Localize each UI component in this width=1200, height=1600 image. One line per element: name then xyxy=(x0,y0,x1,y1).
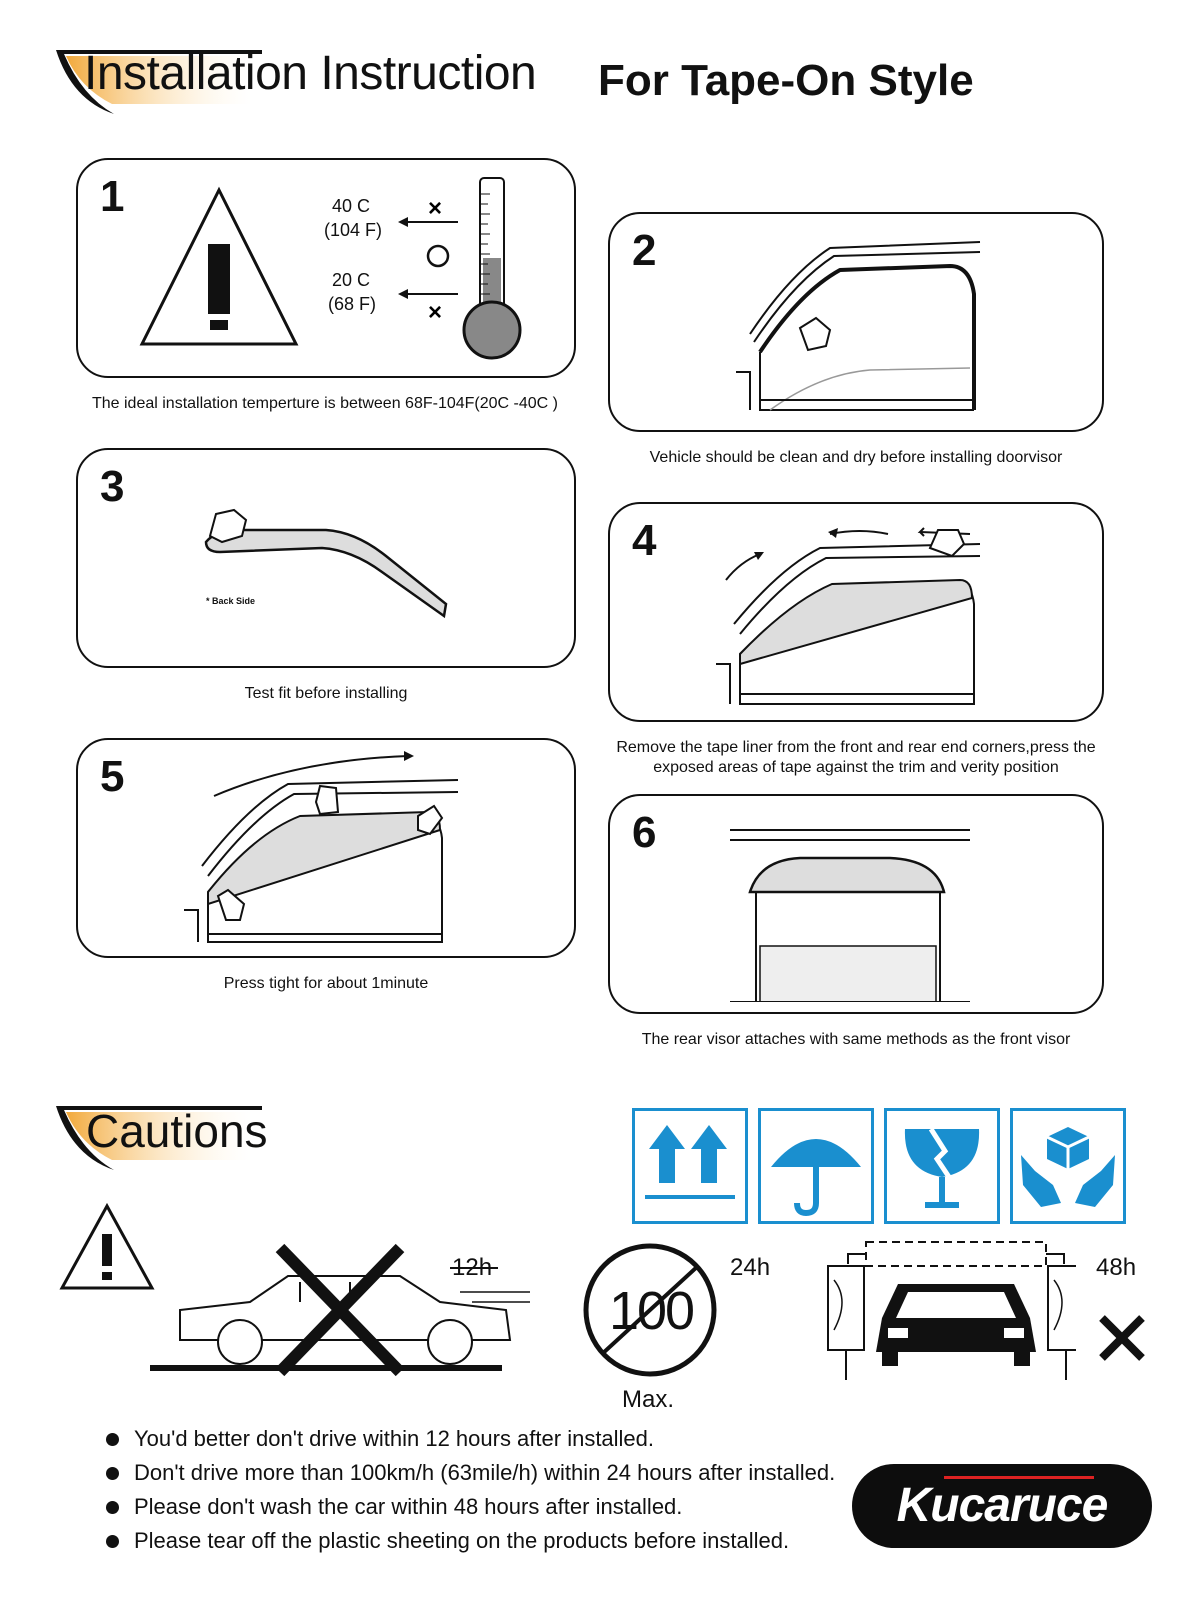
temp-high-f-label: (104 F) xyxy=(324,220,383,240)
speed-limit-hours-label: 24h xyxy=(730,1254,771,1281)
fragile-icon xyxy=(884,1108,1000,1224)
step-3-panel xyxy=(76,448,576,668)
speed-max-label: Max. xyxy=(622,1386,675,1413)
step-1-panel xyxy=(76,158,576,378)
no-car-wash-illustration xyxy=(826,1240,1076,1380)
step-number: 6 xyxy=(632,808,657,857)
cautions-title: Cautions xyxy=(86,1105,268,1157)
handle-with-care-icon xyxy=(1010,1108,1126,1224)
temp-low-label: 20 C xyxy=(332,270,371,290)
brand-logo xyxy=(852,1464,1152,1548)
step-4-panel xyxy=(608,502,1104,722)
step-2-caption: Vehicle should be clean and dry before installing doorvisor xyxy=(649,449,1063,466)
back-side-note: * Back Side xyxy=(206,596,256,606)
step-3-caption: Test fit before installing xyxy=(244,685,408,702)
temp-low-f-label: (68 F) xyxy=(328,294,377,314)
warning-triangle-icon xyxy=(134,184,304,354)
no-driving-hours-label: 12h xyxy=(452,1254,493,1281)
list-item: Don't drive more than 100km/h (63mile/h) within 24 hours after installed. xyxy=(104,1456,835,1490)
page-subtitle: For Tape-On Style xyxy=(598,56,974,105)
no-wash-x-icon xyxy=(1098,1314,1146,1362)
list-item: Please don't wash the car within 48 hours after installed. xyxy=(104,1490,835,1524)
caution-warning-icon xyxy=(58,1202,156,1292)
step-2-panel xyxy=(608,212,1104,432)
step-6-caption: The rear visor attaches with same methods as the front visor xyxy=(641,1031,1071,1048)
step-number: 5 xyxy=(100,752,125,801)
visor-test-fit-illustration xyxy=(196,486,486,636)
brand-name: Kucaruce xyxy=(896,1479,1108,1532)
rear-visor-illustration xyxy=(720,822,980,1002)
step-5-caption: Press tight for about 1minute xyxy=(223,975,429,992)
cautions-list xyxy=(64,1422,835,1558)
step-number: 2 xyxy=(632,226,657,275)
tape-liner-removal-illustration xyxy=(710,514,1010,714)
press-visor-illustration xyxy=(178,746,478,946)
thermometer-icon xyxy=(398,170,568,370)
step-1-caption: The ideal installation temperture is between 68F-104F(20C -40C ) xyxy=(91,395,558,412)
temp-high-label: 40 C xyxy=(332,196,371,216)
this-way-up-icon xyxy=(632,1108,748,1224)
no-wash-hours-label: 48h xyxy=(1096,1254,1137,1281)
door-frame-cleaning-illustration xyxy=(730,234,990,414)
step-5-panel xyxy=(76,738,576,958)
step-number: 3 xyxy=(100,462,125,511)
svg-text:×: × xyxy=(428,195,443,222)
keep-dry-icon xyxy=(758,1108,874,1224)
speed-limit-value: 100 xyxy=(608,1281,694,1341)
step-6-panel xyxy=(608,794,1104,1014)
page-title: Installation Instruction xyxy=(84,47,537,100)
step-number: 1 xyxy=(100,172,125,221)
step-number: 4 xyxy=(632,516,657,565)
step-4-caption: Remove the tape liner from the front and rear end corners,press the exposed areas of tape against the trim and verity position xyxy=(616,739,1096,776)
list-item: Please tear off the plastic sheeting on the products before installed. xyxy=(104,1524,835,1558)
list-item: You'd better don't drive within 12 hours after installed. xyxy=(104,1422,835,1456)
svg-text:×: × xyxy=(428,299,443,326)
